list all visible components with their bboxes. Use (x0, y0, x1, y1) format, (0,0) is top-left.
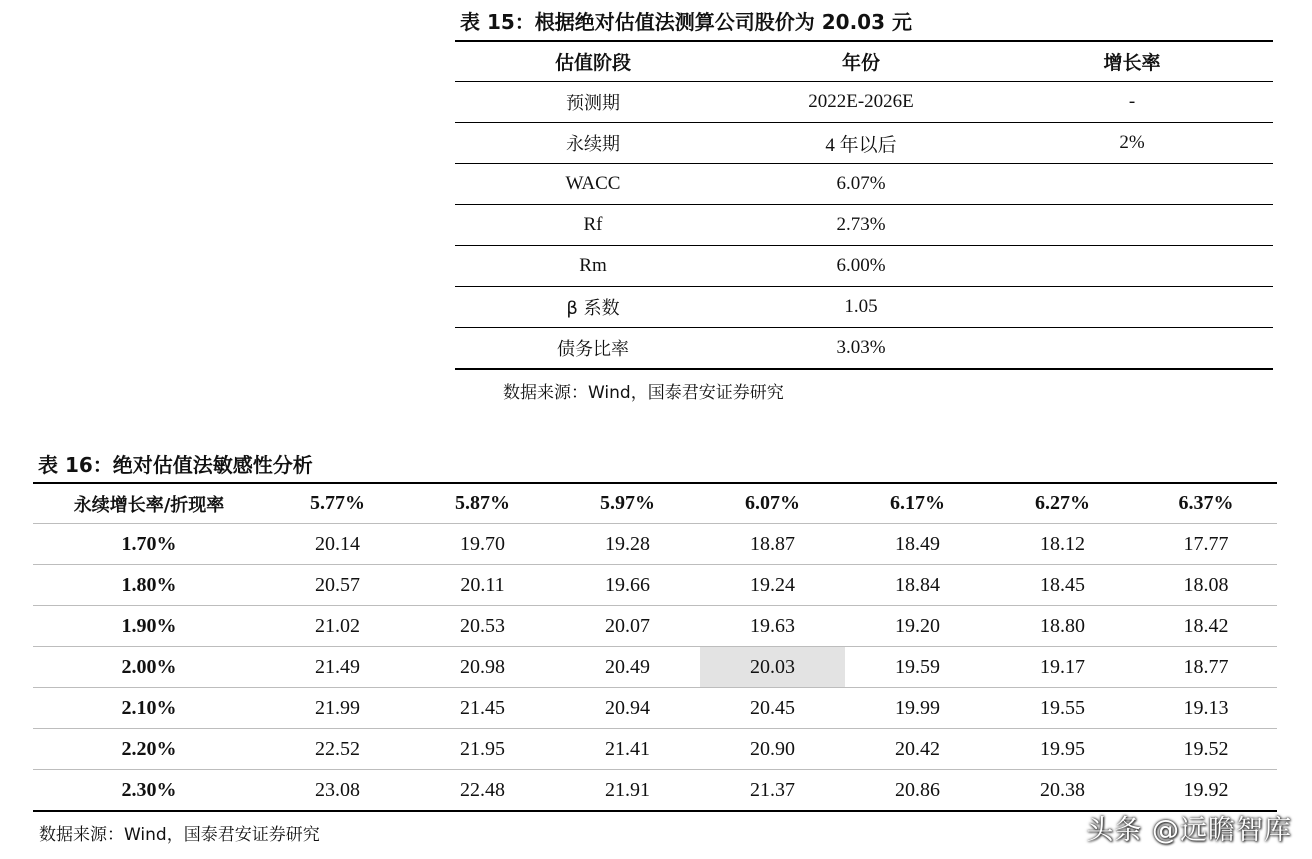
row-label: Rm (455, 246, 731, 287)
growth-rate-label: 1.70% (33, 524, 265, 565)
price-cell: 22.52 (265, 729, 410, 770)
price-cell: 21.49 (265, 647, 410, 688)
price-cell: 20.11 (410, 565, 555, 606)
price-cell: 18.08 (1135, 565, 1277, 606)
price-cell: 20.94 (555, 688, 700, 729)
row-label: Rf (455, 205, 731, 246)
watermark: 头条 @远瞻智库 (1086, 815, 1292, 846)
price-cell: 20.86 (845, 770, 990, 812)
row-value: 4 年以后 (731, 123, 991, 164)
table-row (455, 164, 1273, 205)
row-label: 预测期 (455, 82, 731, 123)
price-cell: 19.70 (410, 524, 555, 565)
highlighted-price-cell: 20.03 (700, 647, 845, 688)
row-value: 2022E-2026E (731, 82, 991, 123)
price-cell: 21.37 (700, 770, 845, 812)
sensitivity-table-16 (33, 448, 1277, 845)
table-15-source: 数据来源：Wind，国泰君安证券研究 (503, 383, 784, 403)
price-cell: 22.48 (410, 770, 555, 812)
header-stage: 估值阶段 (455, 42, 731, 82)
row-growth (991, 287, 1273, 328)
price-cell: 19.13 (1135, 688, 1277, 729)
price-cell: 20.57 (265, 565, 410, 606)
table-row (455, 328, 1273, 370)
price-cell: 21.99 (265, 688, 410, 729)
table-16-grid (33, 482, 1277, 812)
discount-rate-header: 5.97% (555, 483, 700, 524)
row-value: 6.00% (731, 246, 991, 287)
price-cell: 20.07 (555, 606, 700, 647)
price-cell: 19.99 (845, 688, 990, 729)
row-label: 永续期 (455, 123, 731, 164)
header-year: 年份 (731, 42, 991, 82)
table-15-title: 表 15：根据绝对估值法测算公司股价为 20.03 元 (460, 10, 912, 34)
price-cell: 23.08 (265, 770, 410, 812)
price-cell: 19.59 (845, 647, 990, 688)
row-growth (991, 246, 1273, 287)
price-cell: 21.91 (555, 770, 700, 812)
valuation-table-15 (455, 4, 1273, 403)
price-cell: 20.42 (845, 729, 990, 770)
price-cell: 18.49 (845, 524, 990, 565)
price-cell: 19.28 (555, 524, 700, 565)
price-cell: 20.45 (700, 688, 845, 729)
discount-rate-header: 6.07% (700, 483, 845, 524)
table-15-header-row (455, 42, 1273, 82)
header-growth: 增长率 (991, 42, 1273, 82)
price-cell: 19.63 (700, 606, 845, 647)
table-16-source: 数据来源：Wind，国泰君安证券研究 (39, 825, 320, 845)
price-cell: 20.90 (700, 729, 845, 770)
discount-rate-header: 6.27% (990, 483, 1135, 524)
row-value: 2.73% (731, 205, 991, 246)
table-row (33, 565, 1277, 606)
price-cell: 19.66 (555, 565, 700, 606)
table-row (455, 246, 1273, 287)
price-cell: 18.12 (990, 524, 1135, 565)
price-cell: 19.95 (990, 729, 1135, 770)
table-15-grid (455, 42, 1273, 370)
table-row (33, 688, 1277, 729)
price-cell: 19.92 (1135, 770, 1277, 812)
row-growth (991, 164, 1273, 205)
row-label: WACC (455, 164, 731, 205)
row-growth: 2% (991, 123, 1273, 164)
discount-rate-header: 6.37% (1135, 483, 1277, 524)
price-cell: 20.38 (990, 770, 1135, 812)
price-cell: 18.45 (990, 565, 1135, 606)
price-cell: 20.53 (410, 606, 555, 647)
row-growth (991, 328, 1273, 370)
row-growth: - (991, 82, 1273, 123)
discount-rate-header: 5.87% (410, 483, 555, 524)
price-cell: 18.77 (1135, 647, 1277, 688)
growth-rate-label: 1.90% (33, 606, 265, 647)
price-cell: 19.20 (845, 606, 990, 647)
price-cell: 18.87 (700, 524, 845, 565)
price-cell: 19.24 (700, 565, 845, 606)
corner-header: 永续增长率/折现率 (33, 483, 265, 524)
table-16-header-row (33, 483, 1277, 524)
growth-rate-label: 2.30% (33, 770, 265, 812)
price-cell: 18.80 (990, 606, 1135, 647)
discount-rate-header: 5.77% (265, 483, 410, 524)
price-cell: 19.52 (1135, 729, 1277, 770)
growth-rate-label: 2.00% (33, 647, 265, 688)
table-row (455, 123, 1273, 164)
table-row (33, 606, 1277, 647)
price-cell: 21.95 (410, 729, 555, 770)
table-row (33, 524, 1277, 565)
table-16-title: 表 16：绝对估值法敏感性分析 (38, 453, 313, 477)
price-cell: 21.45 (410, 688, 555, 729)
price-cell: 21.41 (555, 729, 700, 770)
row-label: β 系数 (455, 287, 731, 328)
price-cell: 17.77 (1135, 524, 1277, 565)
table-row (455, 205, 1273, 246)
price-cell: 19.17 (990, 647, 1135, 688)
discount-rate-header: 6.17% (845, 483, 990, 524)
table-row (33, 770, 1277, 812)
price-cell: 20.49 (555, 647, 700, 688)
table-row (33, 647, 1277, 688)
row-value: 3.03% (731, 328, 991, 370)
row-label: 债务比率 (455, 328, 731, 370)
table-row (455, 82, 1273, 123)
row-growth (991, 205, 1273, 246)
table-row (33, 729, 1277, 770)
growth-rate-label: 1.80% (33, 565, 265, 606)
price-cell: 18.84 (845, 565, 990, 606)
price-cell: 21.02 (265, 606, 410, 647)
price-cell: 20.98 (410, 647, 555, 688)
price-cell: 18.42 (1135, 606, 1277, 647)
row-value: 1.05 (731, 287, 991, 328)
row-value: 6.07% (731, 164, 991, 205)
price-cell: 19.55 (990, 688, 1135, 729)
price-cell: 20.14 (265, 524, 410, 565)
growth-rate-label: 2.10% (33, 688, 265, 729)
table-row (455, 287, 1273, 328)
growth-rate-label: 2.20% (33, 729, 265, 770)
